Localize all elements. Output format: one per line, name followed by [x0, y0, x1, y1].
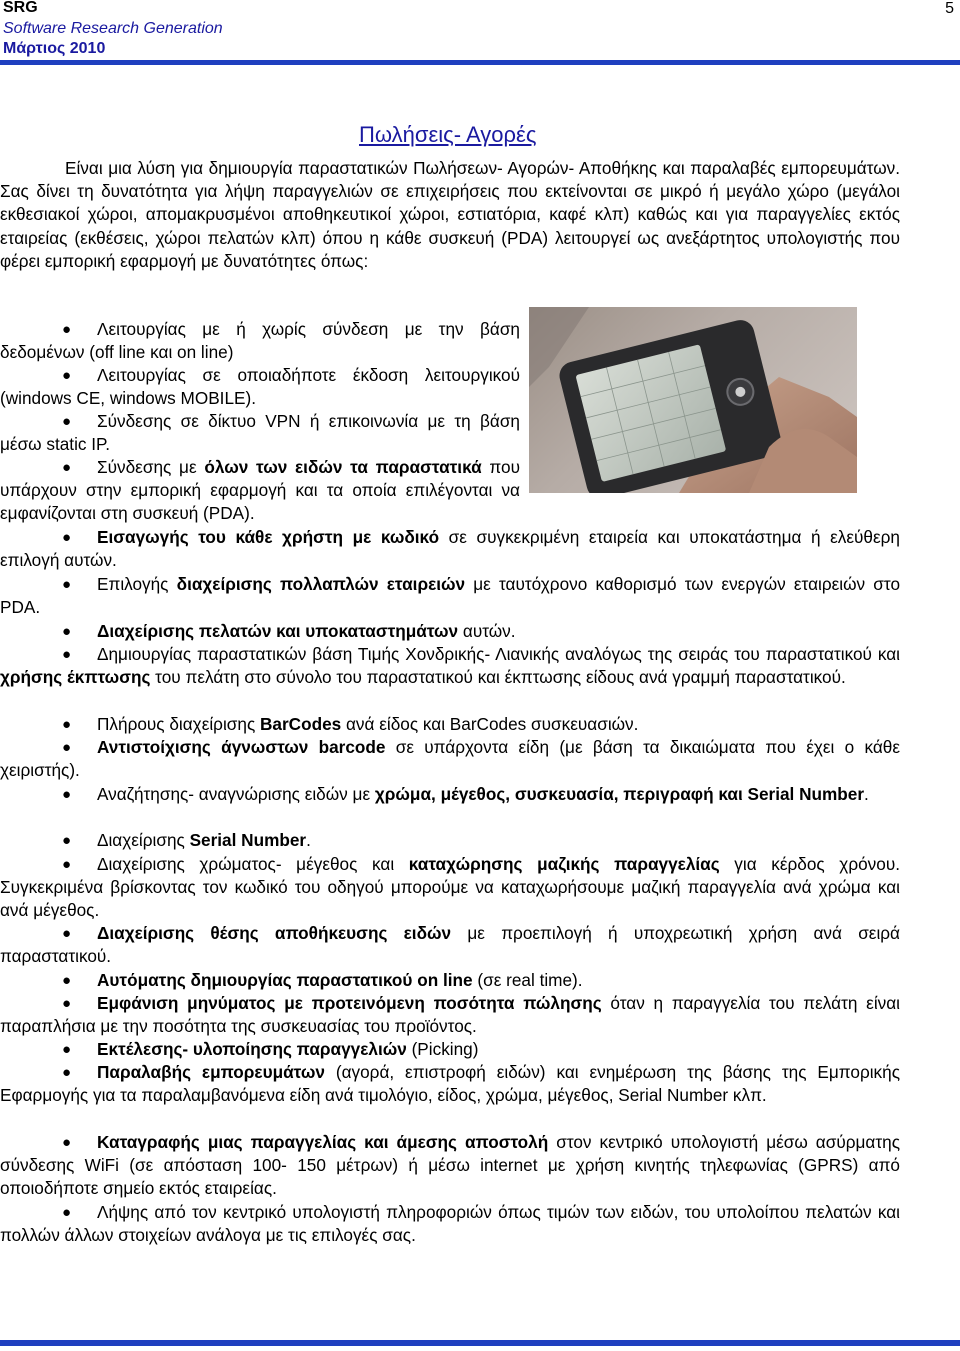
- intro-paragraph: Είναι μια λύση για δημιουργία παραστατικών Πωλήσεων- Αγορών- Αποθήκης και παραλαβές εμπορευμάτων. Σας δίνει τη δυνατότητα για λήψη παραγγελιών σε επιχειρήσεις που εκτείνονται σε μικρό ή μεγάλο χώρο (μεγάλοι εκθεσιακοί χώροι, απομακρυσμένοι αποθηκευτικοί χώροι, εστιατόρια, καφέ κλπ) καθώς και για παραγγελίες εκτός εταιρείας (εκθέσεις, χώροι πελατών κλπ) όπου η κάθε συσκευή (PDA) λειτουργεί ως ανεξάρτητος υπολογιστής που φέρει εμπορική εφαρμογή με δυνατότητες όπως:: [0, 158, 900, 271]
- pda-in-hand-illustration: [529, 307, 857, 493]
- header-subtitle: Software Research Generation: [3, 20, 223, 37]
- feature-bold-text: Καταγραφής μιας παραγγελίας και άμεσης αποστολή: [97, 1132, 549, 1152]
- feature-bold-text: Παραλαβής εμπορευμάτων: [97, 1062, 325, 1082]
- feature-bold-text: Εκτέλεσης- υλοποίησης παραγγελιών: [97, 1039, 407, 1059]
- feature-text: .: [864, 784, 869, 804]
- feature-text: που υπάρχουν στην εμπορική εφαρμογή και τα οποία επιλέγονται να εμφανίζονται στη συσκευή (PDA).: [0, 457, 520, 524]
- section-title: Πωλήσεις- Αγορές: [359, 122, 537, 147]
- feature-bold-text: χρήσης έκπτωσης: [0, 667, 151, 688]
- bullet-icon: ●: [62, 1134, 72, 1151]
- feature-bold-text: Serial Number: [189, 830, 307, 850]
- feature-item: [0, 992, 900, 1038]
- bullet-icon: ●: [62, 925, 72, 942]
- header-rule: [0, 60, 960, 65]
- feature-text: .: [306, 830, 311, 850]
- feature-item: [0, 829, 900, 852]
- feature-item: [0, 713, 900, 736]
- feature-text: Διαχείρισης χρώματος- μέγεθος και: [97, 854, 409, 874]
- feature-text: με προεπιλογή ή υποχρεωτική χρήση ανά σειρά παραστατικού.: [0, 923, 900, 967]
- feature-item: [0, 969, 900, 992]
- feature-text: (αγορά, επιστροφή ειδών) και ενημέρωση της βάσης της Εμπορικής Εφαρμογής για τα παραλαμβανόμενα είδη ανά τιμολόγιο, είδος, χρώμα, μέγεθος, Serial Number κλπ.: [0, 1062, 900, 1106]
- bullet-icon: ●: [62, 856, 72, 873]
- feature-bold-text: καταχώρησης μαζικής παραγγελίας: [408, 854, 720, 874]
- feature-text: Επιλογής: [97, 574, 177, 594]
- header-org: SRG: [3, 0, 38, 16]
- feature-text: όταν η παραγγελία του πελάτη είναι παραπλήσια με την ποσότητα της συσκευασίας του προϊόντος.: [0, 993, 900, 1037]
- feature-item: [0, 526, 900, 572]
- bullet-icon: ●: [62, 832, 72, 849]
- feature-text: Λειτουργίας σε οποιαδήποτε έκδοση λειτουργικού (windows CE, windows MOBILE).: [0, 365, 520, 409]
- bullet-icon: ●: [62, 972, 72, 989]
- feature-bold-text: Εμφάνιση μηνύματος με προτεινόμενη ποσότητα πώλησης: [97, 993, 602, 1013]
- feature-text: (Picking): [406, 1039, 479, 1059]
- feature-item: [0, 643, 900, 689]
- feature-text: ανά είδος και BarCodes συσκευασιών.: [341, 714, 639, 734]
- page-number: 5: [945, 0, 954, 17]
- feature-text: Διαχείρισης: [97, 830, 190, 850]
- bullet-icon: ●: [62, 576, 72, 593]
- feature-bold-text: Διαχείρισης θέσης αποθήκευσης ειδών: [97, 923, 452, 943]
- bullet-icon: ●: [62, 459, 72, 476]
- feature-text: Αναζήτησης- αναγνώρισης ειδών με: [97, 784, 375, 804]
- feature-item: [0, 573, 900, 619]
- feature-item: [0, 783, 900, 806]
- feature-bold-text: χρώμα, μέγεθος, συσκευασία, περιγραφή και Serial Number: [374, 784, 865, 804]
- bullet-icon: ●: [62, 623, 72, 640]
- feature-item: [0, 736, 900, 782]
- bullet-icon: ●: [62, 786, 72, 803]
- bullet-icon: ●: [62, 739, 72, 756]
- feature-item: [0, 853, 900, 923]
- feature-item: [0, 922, 900, 968]
- feature-item: [0, 1038, 900, 1061]
- footer-rule: [0, 1340, 960, 1346]
- bullet-icon: ●: [62, 646, 72, 663]
- bullet-icon: ●: [62, 716, 72, 733]
- feature-item: [0, 1131, 900, 1201]
- feature-bold-text: BarCodes: [260, 714, 342, 734]
- feature-item: [0, 1201, 900, 1247]
- feature-bold-text: Εισαγωγής του κάθε χρήστη με κωδικό: [97, 527, 440, 547]
- feature-text: Σύνδεσης με: [97, 457, 205, 477]
- bullet-icon: ●: [62, 321, 72, 338]
- feature-item: [0, 364, 520, 410]
- feature-item: [0, 318, 520, 364]
- bullet-icon: ●: [62, 995, 72, 1012]
- feature-bold-text: όλων των ειδών τα παραστατικά: [204, 457, 482, 477]
- feature-text: Σύνδεσης σε δίκτυο VPN ή επικοινωνία με τη βάση μέσω static IP.: [0, 411, 520, 455]
- feature-bold-text: Αυτόματης δημιουργίας παραστατικού on line: [97, 970, 473, 990]
- header-date: Μάρτιος 2010: [3, 40, 106, 57]
- bullet-icon: ●: [62, 1041, 72, 1058]
- feature-item: [0, 410, 520, 456]
- bullet-icon: ●: [62, 1204, 72, 1221]
- feature-bold-text: διαχείρισης πολλαπλών εταιρειών: [176, 574, 466, 594]
- bullet-icon: ●: [62, 1064, 72, 1081]
- feature-text: για κέρδος χρόνου. Συγκεκριμένα βρίσκοντας τον κωδικό του οδηγού μπορούμε να καταχωρήσουμε μαζική παραγγελία ανά χρώμα και ανά μέγεθος.: [0, 854, 900, 921]
- feature-bold-text: Διαχείρισης πελατών και υποκαταστημάτων: [97, 621, 459, 641]
- feature-text: Λειτουργίας με ή χωρίς σύνδεση με την βάση δεδομένων (off line και on line): [0, 319, 520, 363]
- pda-photo: [529, 307, 857, 493]
- feature-bold-text: Αντιστοίχισης άγνωστων barcode: [97, 737, 386, 757]
- feature-text: Λήψης από τον κεντρικό υπολογιστή πληροφοριών όπως τιμών των ειδών, του υπολοίπου πελατών και πολλών άλλων στοιχείων ανάλογα με τις επιλογές σας.: [0, 1202, 900, 1246]
- feature-text: Πλήρους διαχείρισης: [97, 714, 261, 734]
- bullet-icon: ●: [62, 529, 72, 546]
- feature-text: (σε real time).: [472, 970, 583, 990]
- feature-text: με ταυτόχρονο καθορισμό των ενεργών εταιρειών στο PDA.: [0, 574, 901, 618]
- bullet-icon: ●: [62, 413, 72, 430]
- feature-text: του πελάτη στο σύνολο του παραστατικού και έκπτωσης είδους ανά γραμμή παραστατικού.: [150, 667, 846, 688]
- bullet-icon: ●: [62, 367, 72, 384]
- feature-item: [0, 620, 900, 643]
- feature-text: σε υπάρχοντα είδη (με βάση τα δικαιώματα που έχει ο κάθε χειριστής).: [0, 737, 900, 781]
- feature-text: αυτών.: [458, 621, 516, 641]
- feature-text: σε συγκεκριμένη εταιρεία και υποκατάστημα ή ελεύθερη επιλογή αυτών.: [0, 527, 900, 571]
- feature-item: [0, 1061, 900, 1107]
- feature-item: [0, 456, 520, 526]
- feature-text: στον κεντρικό υπολογιστή μέσω ασύρματης σύνδεσης WiFi (σε απόσταση 100- 150 μέτρων) ή μέσω internet με χρήση κινητής τηλεφωνίας (GPRS) από οποιοδήποτε σημείο εκτός εταιρείας.: [0, 1132, 900, 1199]
- feature-text: Δημιουργίας παραστατικών βάση Τιμής Χονδρικής- Λιανικής αναλόγως της σειράς του παραστατικού και: [97, 644, 900, 664]
